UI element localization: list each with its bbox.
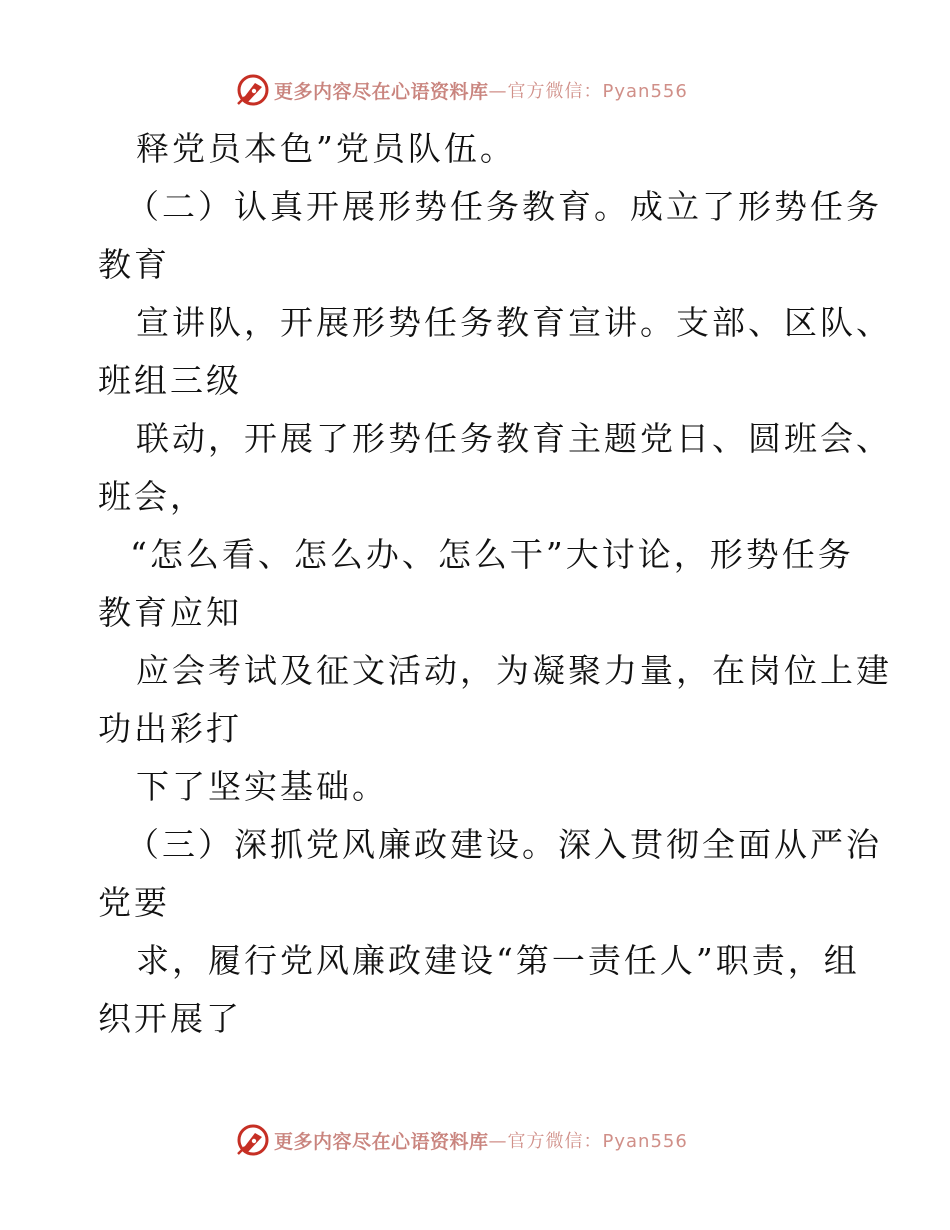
footer-watermark (236, 1122, 688, 1158)
text-line: 功出彩打 (98, 709, 242, 748)
text-line: “怎么看、怎么办、怎么干”大讨论，形势任务 (130, 535, 854, 574)
text-line: （二）认真开展形势任务教育。成立了形势任务 (126, 187, 882, 226)
watermark-wechat-text: —官方微信：Pyan556 (488, 1131, 688, 1152)
text-line: 应会考试及征文活动，为凝聚力量，在岗位上建 (136, 651, 892, 690)
pen-nib-logo-icon (236, 1123, 270, 1157)
text-line: 教育 (98, 245, 170, 284)
text-line: 织开展了 (98, 999, 242, 1038)
pen-nib-logo-icon (236, 73, 270, 107)
text-line: 教育应知 (98, 593, 242, 632)
text-line: 释党员本色”党员队伍。 (136, 129, 516, 168)
text-line: 班组三级 (98, 361, 242, 400)
text-line: （三）深抓党风廉政建设。深入贯彻全面从严治 (126, 825, 882, 864)
text-line: 求，履行党风廉政建设“第一责任人”职责，组 (136, 941, 860, 980)
text-line: 党要 (98, 883, 170, 922)
watermark-main-text: 更多内容尽在心语资料库 (274, 1130, 489, 1153)
watermark-main-text: 更多内容尽在心语资料库 (274, 80, 489, 103)
watermark-wechat-text: —官方微信：Pyan556 (488, 81, 688, 102)
header-watermark (236, 72, 688, 108)
document-body (98, 120, 892, 1048)
text-line: 联动，开展了形势任务教育主题党日、圆班会、 (136, 419, 892, 458)
text-line: 下了坚实基础。 (136, 767, 388, 806)
text-line: 班会， (98, 477, 206, 516)
text-line: 宣讲队，开展形势任务教育宣讲。支部、区队、 (136, 303, 892, 342)
